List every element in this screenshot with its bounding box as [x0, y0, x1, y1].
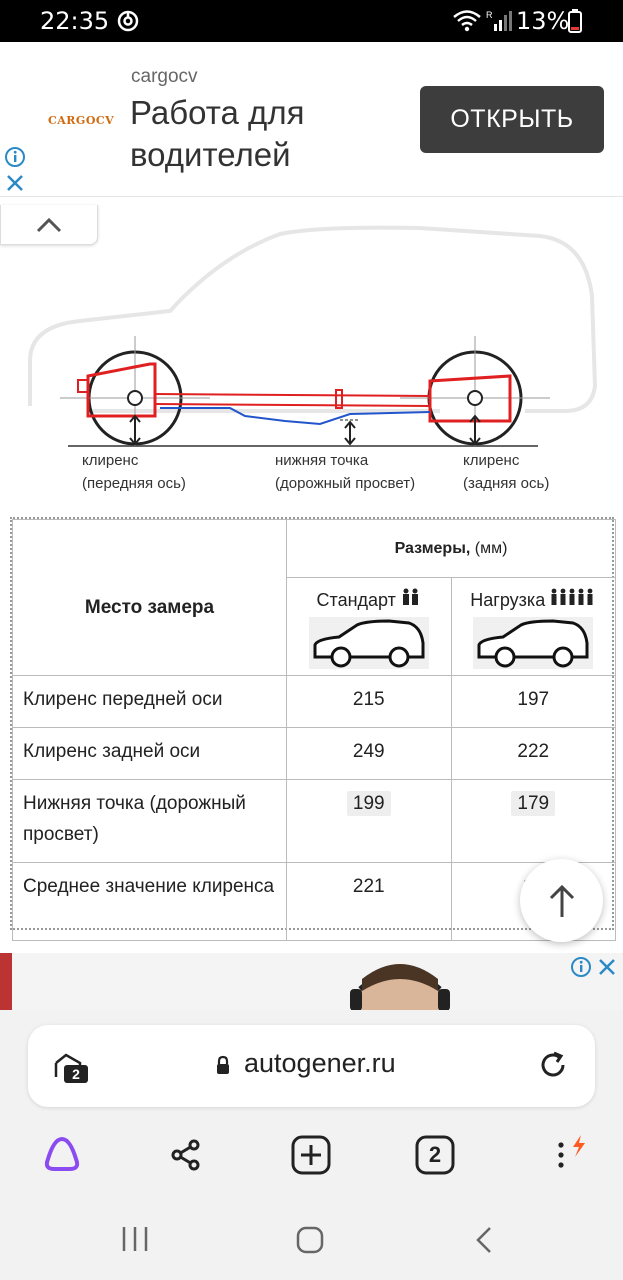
- reload-icon[interactable]: [537, 1049, 569, 1086]
- plus-box-icon[interactable]: [286, 1130, 336, 1180]
- share-icon[interactable]: [161, 1130, 211, 1180]
- label-rear-line1: клиренс: [463, 452, 520, 469]
- car-icon: [473, 617, 593, 669]
- row-load-cell: [451, 780, 616, 863]
- lowpoint-arrow: [345, 422, 355, 444]
- header-place: Место замера: [13, 520, 287, 676]
- row-standard-cell: [287, 780, 452, 863]
- table-row: [13, 676, 616, 728]
- battery-percent: 13%: [516, 7, 570, 35]
- url-text[interactable]: autogener.ru: [244, 1048, 396, 1078]
- ad-open-button[interactable]: ОТКРЫТЬ: [420, 86, 604, 153]
- driveshaft: [155, 394, 430, 406]
- table-row: [13, 728, 616, 780]
- header-sizes-bold: Размеры,: [394, 540, 471, 557]
- bottom-ad-banner[interactable]: [0, 953, 623, 1013]
- row-standard: 249: [287, 728, 452, 780]
- rear-clearance-arrow: [470, 416, 480, 444]
- ad-close-icon[interactable]: [596, 956, 618, 983]
- row-label: Клиренс задней оси: [13, 728, 287, 780]
- row-label: Нижняя точка (дорожный просвет): [13, 780, 287, 863]
- tab-switcher-button[interactable]: [410, 1130, 460, 1180]
- header-standard: [287, 578, 452, 676]
- clearance-diagram: [20, 216, 605, 498]
- tab-count: 2: [428, 1142, 442, 1167]
- row-standard: 221: [287, 863, 452, 941]
- car-icon: [309, 617, 429, 669]
- ad-person-image: [340, 959, 460, 1013]
- label-front-line1: клиренс: [82, 452, 139, 469]
- table-row: [13, 780, 616, 863]
- address-bar[interactable]: [28, 1025, 595, 1107]
- row-load: 179: [511, 791, 555, 816]
- battery-icon: [568, 9, 582, 38]
- ad-headline[interactable]: Работа для водителей: [130, 94, 305, 173]
- back-icon[interactable]: [472, 1225, 496, 1260]
- clearance-table: [10, 517, 614, 930]
- site-tabs-count: 2: [72, 1066, 80, 1082]
- system-nav-bar: [0, 1205, 623, 1280]
- header-sizes: [287, 520, 616, 578]
- wifi-icon: [452, 9, 482, 38]
- home-icon[interactable]: [295, 1225, 325, 1260]
- ad-close-icon[interactable]: [4, 172, 26, 199]
- status-bar: [0, 0, 623, 42]
- front-clearance-arrow: [130, 416, 140, 444]
- label-front-line2: (передняя ось): [82, 475, 186, 492]
- lock-icon: [215, 1055, 231, 1080]
- site-tabs-icon[interactable]: [52, 1049, 92, 1090]
- label-low-line2: (дорожный просвет): [275, 475, 416, 492]
- signal-icon: [486, 10, 512, 37]
- header-standard-label: Стандарт: [316, 590, 396, 610]
- scroll-top-button[interactable]: [520, 859, 603, 942]
- ad-logo: CARGOCV: [48, 114, 115, 127]
- row-standard: 215: [287, 676, 452, 728]
- label-rear-line2: (задняя ось): [463, 475, 550, 492]
- ad-source: cargocv: [131, 66, 198, 87]
- recent-apps-icon[interactable]: [120, 1225, 150, 1258]
- header-load-label: Нагрузка: [470, 590, 546, 610]
- header-load: [451, 578, 616, 676]
- arrow-up-icon: [547, 883, 577, 919]
- label-low-line1: нижняя точка: [275, 452, 369, 469]
- dnd-icon: [116, 9, 140, 38]
- ad-info-icon[interactable]: [570, 956, 592, 983]
- two-persons-icon: [401, 588, 421, 606]
- five-persons-icon: [550, 588, 596, 606]
- row-load: 197: [451, 676, 616, 728]
- ad-banner[interactable]: [0, 42, 623, 197]
- row-standard: 199: [347, 791, 391, 816]
- row-label: Среднее значение клиренса: [13, 863, 287, 941]
- row-label: Клиренс передней оси: [13, 676, 287, 728]
- status-time: 22:35: [40, 7, 110, 35]
- ad-info-icon[interactable]: [4, 146, 26, 173]
- alice-icon[interactable]: [37, 1130, 87, 1180]
- roaming-label: R: [486, 10, 493, 20]
- row-load: 222: [451, 728, 616, 780]
- header-sizes-unit: (мм): [470, 540, 508, 557]
- more-vertical-icon[interactable]: [542, 1130, 592, 1180]
